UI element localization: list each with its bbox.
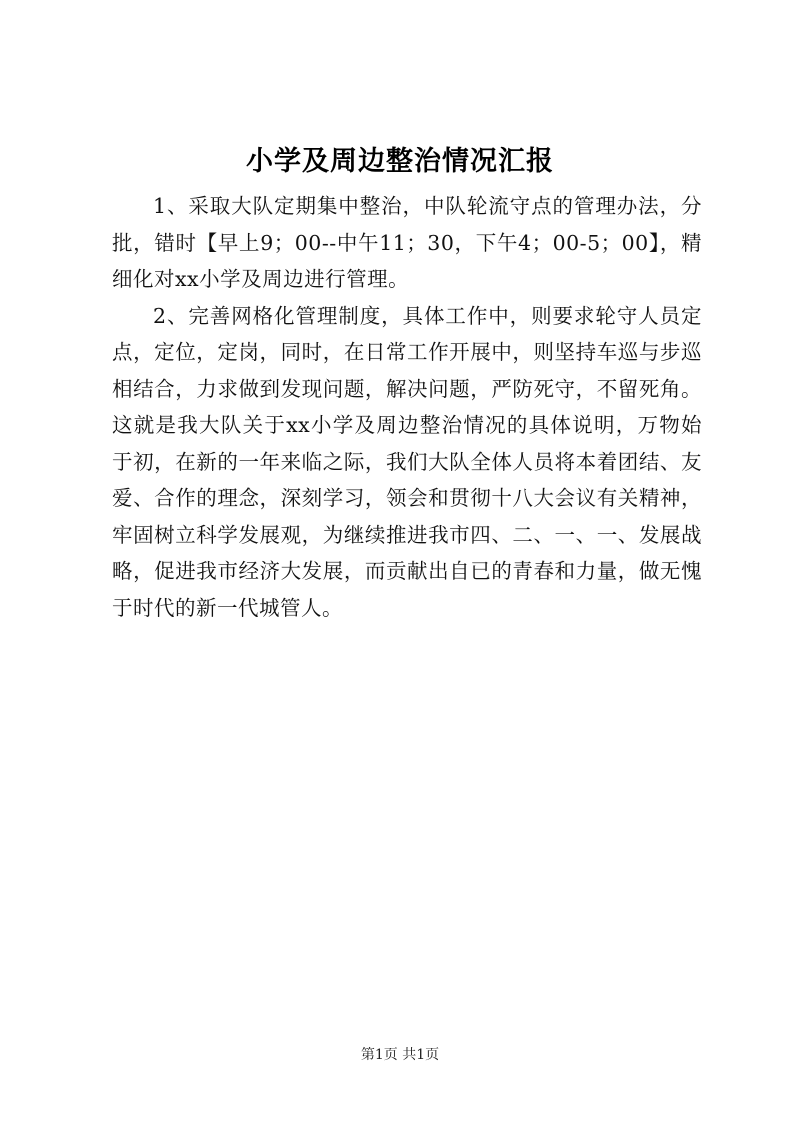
document-body bbox=[112, 188, 702, 626]
paragraph-1: 1、采取大队定期集中整治，中队轮流守点的管理办法，分批，错时【早上9；00--中午11；30，下午4；00-5；00】，精细化对xx小学及周边进行管理。 bbox=[112, 194, 702, 291]
document-title: 小学及周边整治情况汇报 bbox=[246, 146, 554, 177]
paragraph-2: 2、完善网格化管理制度，具体工作中，则要求轮守人员定点，定位，定岗，同时，在日常工作开展中，则坚持车巡与步巡相结合，力求做到发现问题，解决问题，严防死守，不留死角。这就是我大队关于xx小学及周边整治情况的具体说明，万物始于初，在新的一年来临之际，我们大队全体人员将本着团结、友爱、合作的理念，深刻学习，领会和贯彻十八大会议有关精神，牢固树立科学发展观，为继续推进我市四、二、一、一、发展战略，促进我市经济大发展，而贡献出自已的青春和力量，做无愧于时代的新一代城管人。 bbox=[112, 303, 702, 620]
page-number-footer: 第1页 共1页 bbox=[360, 1047, 440, 1063]
